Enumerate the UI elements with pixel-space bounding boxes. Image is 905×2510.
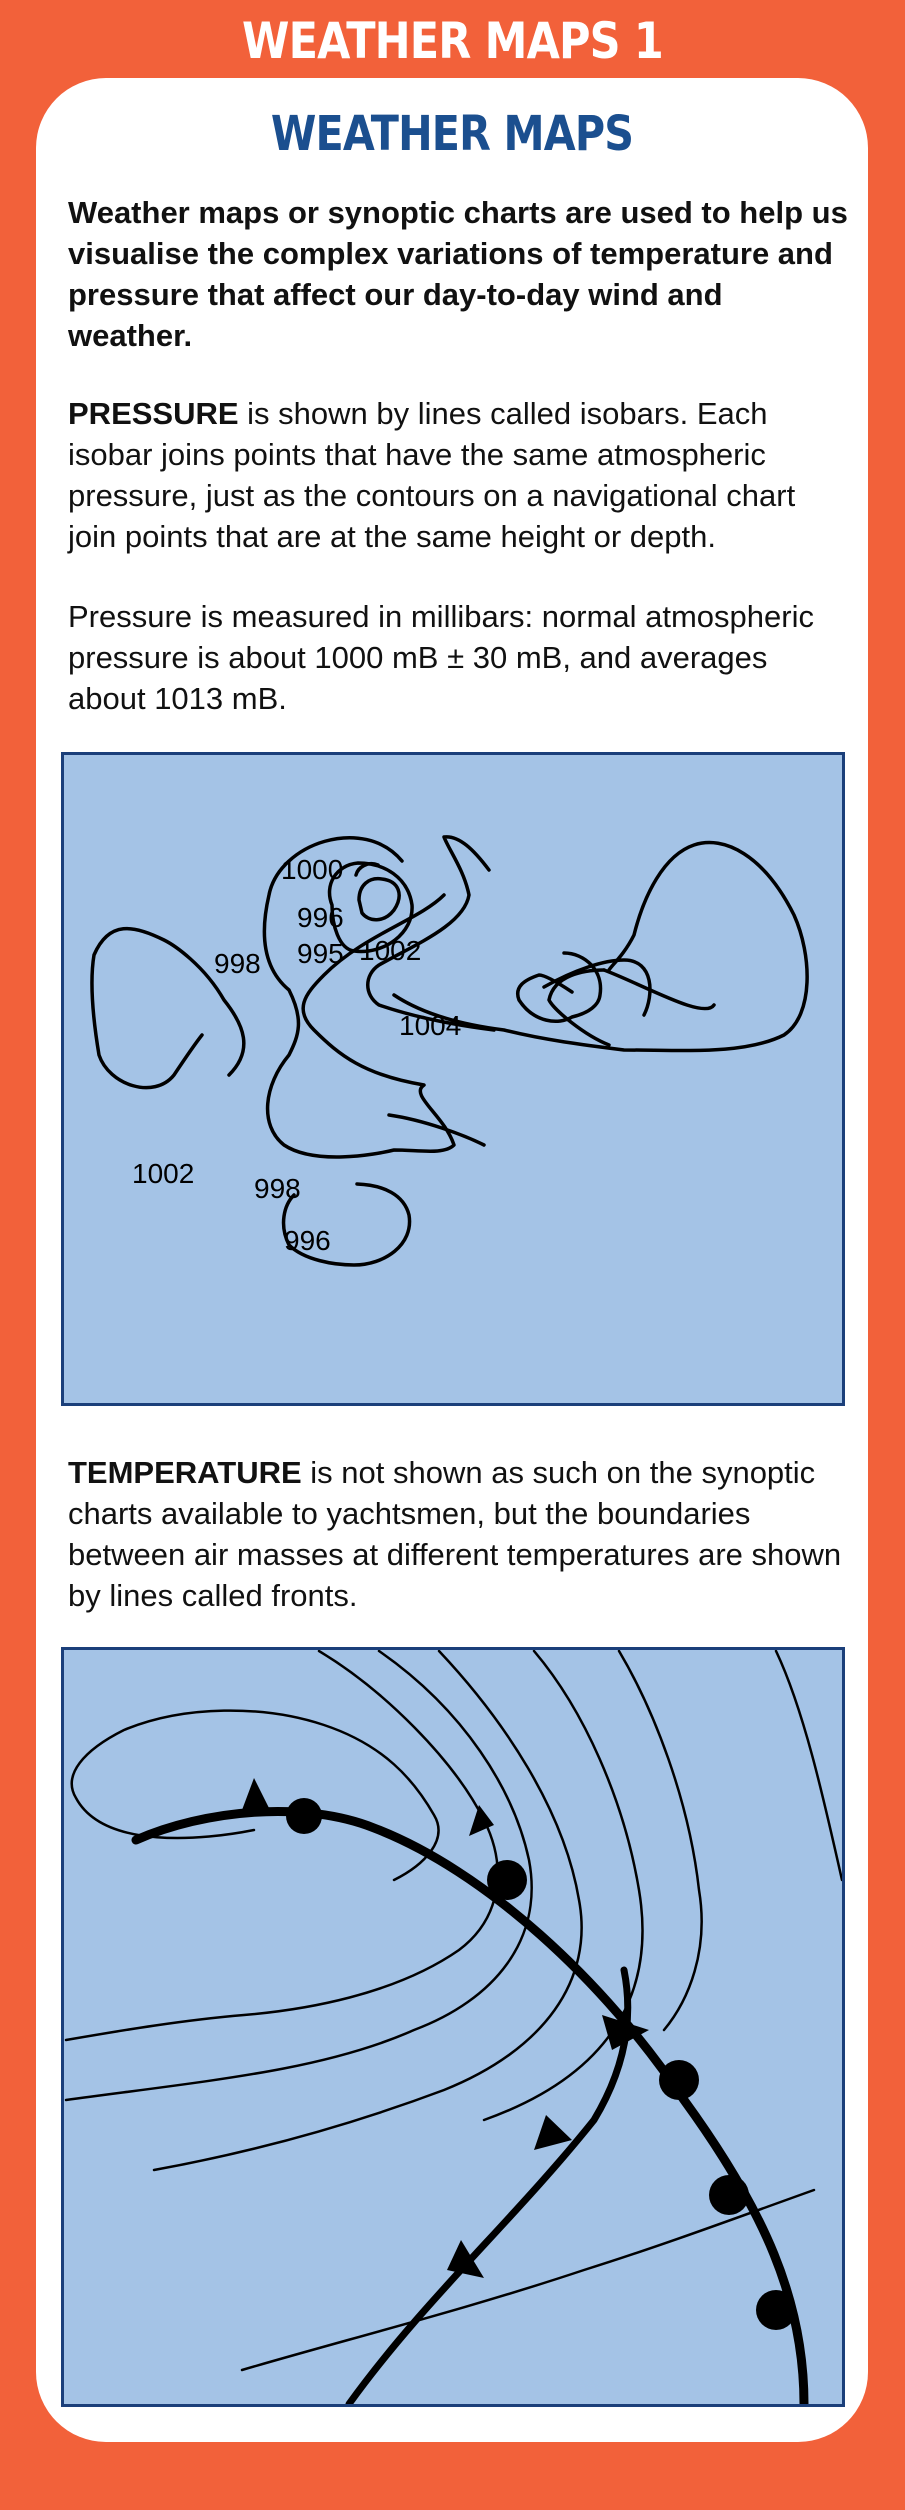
label-996-top: 996 [297,902,344,933]
front-semicircles [286,1798,796,2330]
temperature-paragraph [68,1452,848,1616]
intro-paragraph: Weather maps or synoptic charts are used to help us visualise the complex variations of temperature and pressure that affect our day-to-day wind and weather. [68,195,848,353]
isobar-lines [92,837,807,1265]
temperature-text: is not shown as such on the synoptic charts available to yachtsmen, but the boundaries between air masses at different temperatures are shown by lines called fronts. [68,1455,842,1613]
label-998-bottom: 998 [254,1173,301,1204]
label-995: 995 [297,938,344,969]
label-1000: 1000 [281,854,344,885]
header-title: WEATHER MAPS 1 [242,12,663,70]
cold-front [349,1970,628,2404]
fronts-map [61,1647,845,2407]
front-triangles [242,1778,649,2278]
label-998-top: 998 [214,948,261,979]
label-996-bottom: 996 [284,1225,331,1256]
page-title: WEATHER MAPS [270,106,634,162]
pressure-paragraph [68,393,848,557]
pressure-text: is shown by lines called isobars. Each isobar joins points that have the same atmospheric pressure, just as the contours on a navigational chart join points that are at the same height or depth. [68,396,796,554]
label-1002-right: 1002 [359,935,422,966]
content-card [36,78,868,2442]
isobar-map [61,752,845,1406]
pressure-term: PRESSURE [68,396,239,431]
measured-paragraph: Pressure is measured in millibars: normal atmospheric pressure is about 1000 mB ± 30 mB, and averages about 1013 mB. [68,599,814,716]
temperature-term: TEMPERATURE [68,1455,302,1490]
label-1004: 1004 [399,1010,462,1041]
occluded-front [136,1811,804,2404]
label-1002-left: 1002 [132,1158,195,1189]
